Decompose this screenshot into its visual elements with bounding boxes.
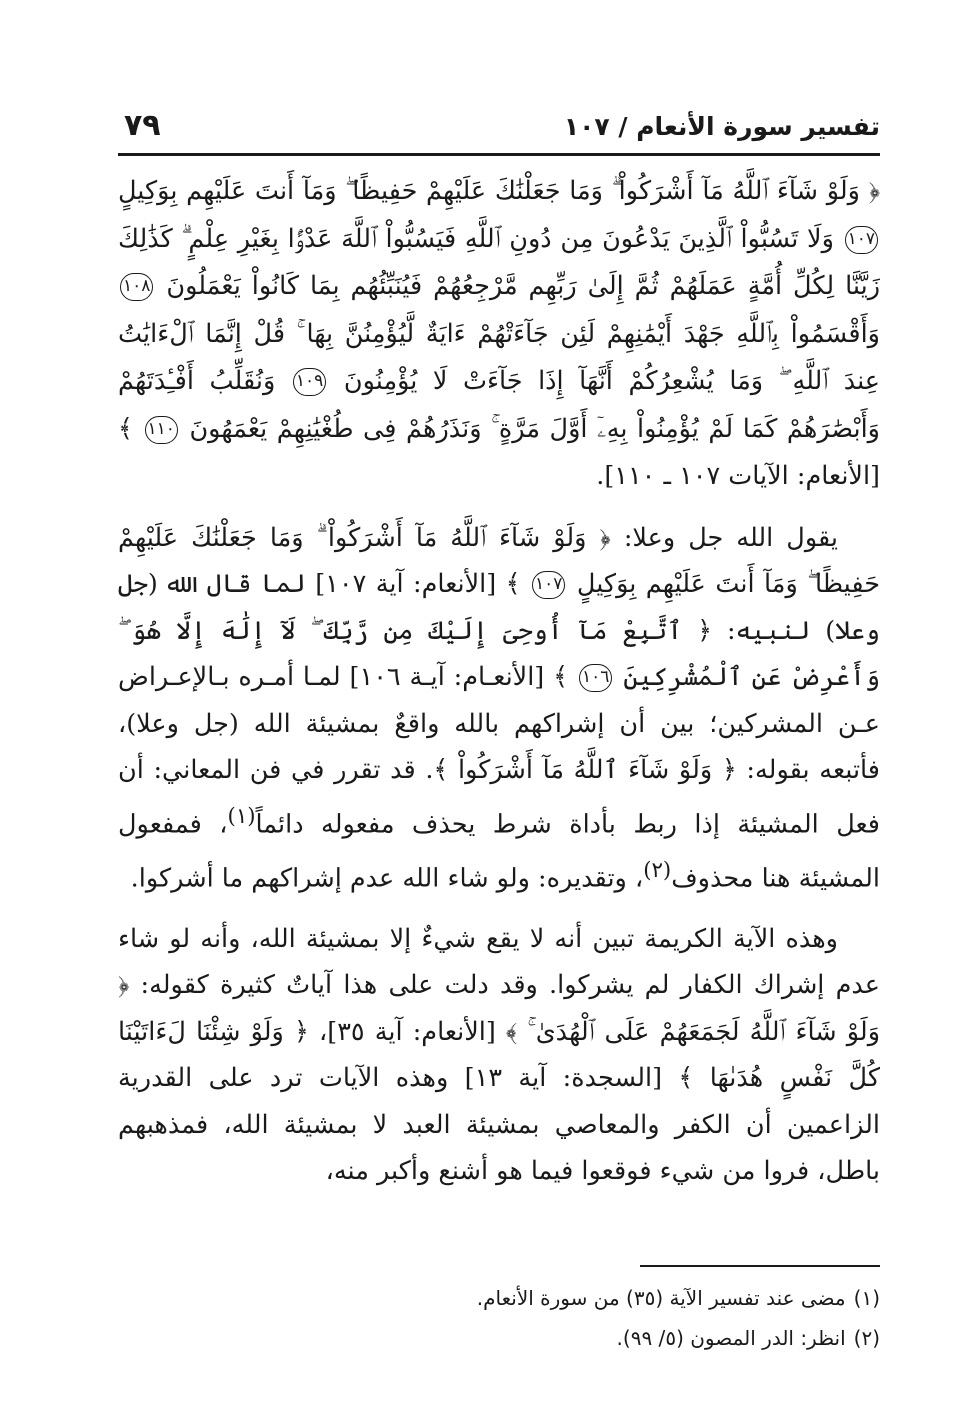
quran-verses-block <box>118 168 880 501</box>
commentary-paragraph-1 <box>118 515 880 902</box>
footnote-1 <box>300 1278 880 1318</box>
page-number: ٧٩ <box>124 108 161 143</box>
ayah-number-marker: ١١٠ <box>145 416 178 444</box>
paragraph-text: يقول الله جل وعلا: ﴿ وَلَوْ شَآءَ ٱللَّهُ مَآ أَشْرَكُواْ ۗ وَمَا جَعَلْنَٰكَ عَلَيْهِمْ حَفِيظًا ۖ وَمَآ أَنتَ عَلَيْهِم بِوَكِيلٍ <box>118 522 881 599</box>
paragraph-text: ، وتقديره: ولو شاء الله عدم إشراكهم ما أشركوا. <box>130 863 644 893</box>
footnote-text: انظر: الدر المصون (٥/ ٩٩). <box>616 1326 846 1350</box>
footnote-text: مضى عند تفسير الآية (٣٥) من سورة الأنعام. <box>476 1286 846 1310</box>
ayah-number-marker: ١٠٧ <box>845 226 878 254</box>
verse-text-108: وَلَا تَسُبُّواْ ٱلَّذِينَ يَدْعُونَ مِن دُونِ ٱللَّهِ فَيَسُبُّواْ ٱللَّهَ عَدْوًۢا بِغَيْرِ عِلْمٍ ۗ كَذَٰلِكَ زَيَّنَّا لِكُلِّ أُمَّةٍ عَمَلَهُمْ ثُمَّ إِلَىٰ رَبِّهِم مَّرْجِعُهُمْ فَيُنَبِّئُهُم بِمَا كَانُواْ يَعْمَلُونَ <box>118 223 881 301</box>
page-header <box>118 108 880 152</box>
footnote-reference[interactable]: (٢) <box>643 857 672 883</box>
paragraph-text: ﴾ [الأنعام: آية ١٠٧] لما قال الله (جل وعلا) لنبيه: ﴿ ٱتَّبِعْ مَآ أُوحِىَ إِلَيْكَ مِن رَّبِّكَ ۖ لَآ إِلَٰهَ إِلَّا هُوَ ۖ وَأَعْرِضْ عَنِ ٱلْمُشْرِكِينَ <box>118 569 881 692</box>
footnote-number: (٢) <box>853 1326 880 1350</box>
header-divider <box>118 153 880 156</box>
commentary-paragraph-2 <box>118 916 880 1195</box>
footnotes <box>300 1278 880 1358</box>
verse-text-110: وَنُقَلِّبُ أَفْـِٔدَتَهُمْ وَأَبْصَٰرَهُمْ كَمَا لَمْ يُؤْمِنُواْ بِهِۦٓ أَوَّلَ مَرَّةٍ ۚ وَنَذَرُهُمْ فِى طُغْيَٰنِهِمْ يَعْمَهُونَ <box>118 366 880 444</box>
footnote-2 <box>300 1318 880 1358</box>
running-title: تفسير سورة الأنعام / ١٠٧ <box>563 112 880 141</box>
paragraph-text: وهذه الآية الكريمة تبين أنه لا يقع شيءٌ إلا بمشيئة الله، وأنه لو شاء عدم إشراك الكفار لم يشركوا. وقد دلت على هذا آياتٌ كثيرة كقوله: ﴿ وَلَوْ شَآءَ ٱللَّهُ لَجَمَعَهُمْ عَلَى ٱلْهُدَىٰ ۚ ﴾ [الأنعام: آية ٣٥]، ﴿ وَلَوْ شِئْنَا لَءَاتَيْنَا كُلَّ نَفْسٍ هُدَىٰهَا ﴾ [السجدة: آية ١٣] وهذه الآيات ترد على القدرية الزاعمين أن الكفر والمعاصي بمشيئة العبد لا بمشيئة الله، فمذهبهم باطل، فروا من شيء فوقعوا فيما هو أشنع وأكبر منه، <box>118 923 881 1186</box>
footnote-reference[interactable]: (١) <box>227 803 256 829</box>
verse-text-107: ﴿ وَلَوْ شَآءَ ٱللَّهُ مَآ أَشْرَكُواْ ۗ وَمَا جَعَلْنَٰكَ عَلَيْهِمْ حَفِيظًا ۖ وَمَآ أَنتَ عَلَيْهِم بِوَكِيلٍ <box>118 176 880 206</box>
page-body <box>118 168 880 1209</box>
ayah-number-marker: ١٠٦ <box>579 664 612 692</box>
ayah-number-marker: ١٠٧ <box>532 571 565 599</box>
ayah-number-marker: ١٠٩ <box>293 368 326 396</box>
paragraph-text: ﴾ [الأنعـام: آيـة ١٠٦] لمـا أمـره بـالإعـراض عـن المشركين؛ بين أن إشراكهم بالله واقعٌ بمشيئة الله (جل وعلا)، فأتبعه بقوله: ﴿ وَلَوْ شَآءَ ٱللَّهُ مَآ أَشْرَكُواْ ﴾. قد تقرر في فن المعاني: أن فعل المشيئة إذا ربط بأداة شرط يحذف مفعوله دائماً <box>118 662 880 839</box>
footnote-number: (١) <box>853 1286 880 1310</box>
verses-citation: ﴾ [الأنعام: الآيات ١٠٧ ـ ١١٠]. <box>118 413 880 491</box>
ayah-number-marker: ١٠٨ <box>120 273 153 301</box>
paragraph-text: ، فمفعول المشيئة هنا محذوف <box>118 809 880 893</box>
verse-text-109: وَأَقْسَمُواْ بِٱللَّهِ جَهْدَ أَيْمَٰنِهِمْ لَئِن جَآءَتْهُمْ ءَايَةٌ لَّيُؤْمِنُنَّ بِهَا ۚ قُلْ إِنَّمَا ٱلْءَايَٰتُ عِندَ ٱللَّهِ ۖ وَمَا يُشْعِرُكُمْ أَنَّهَآ إِذَا جَآءَتْ لَا يُؤْمِنُونَ <box>118 318 881 396</box>
footnote-divider <box>640 1265 880 1267</box>
